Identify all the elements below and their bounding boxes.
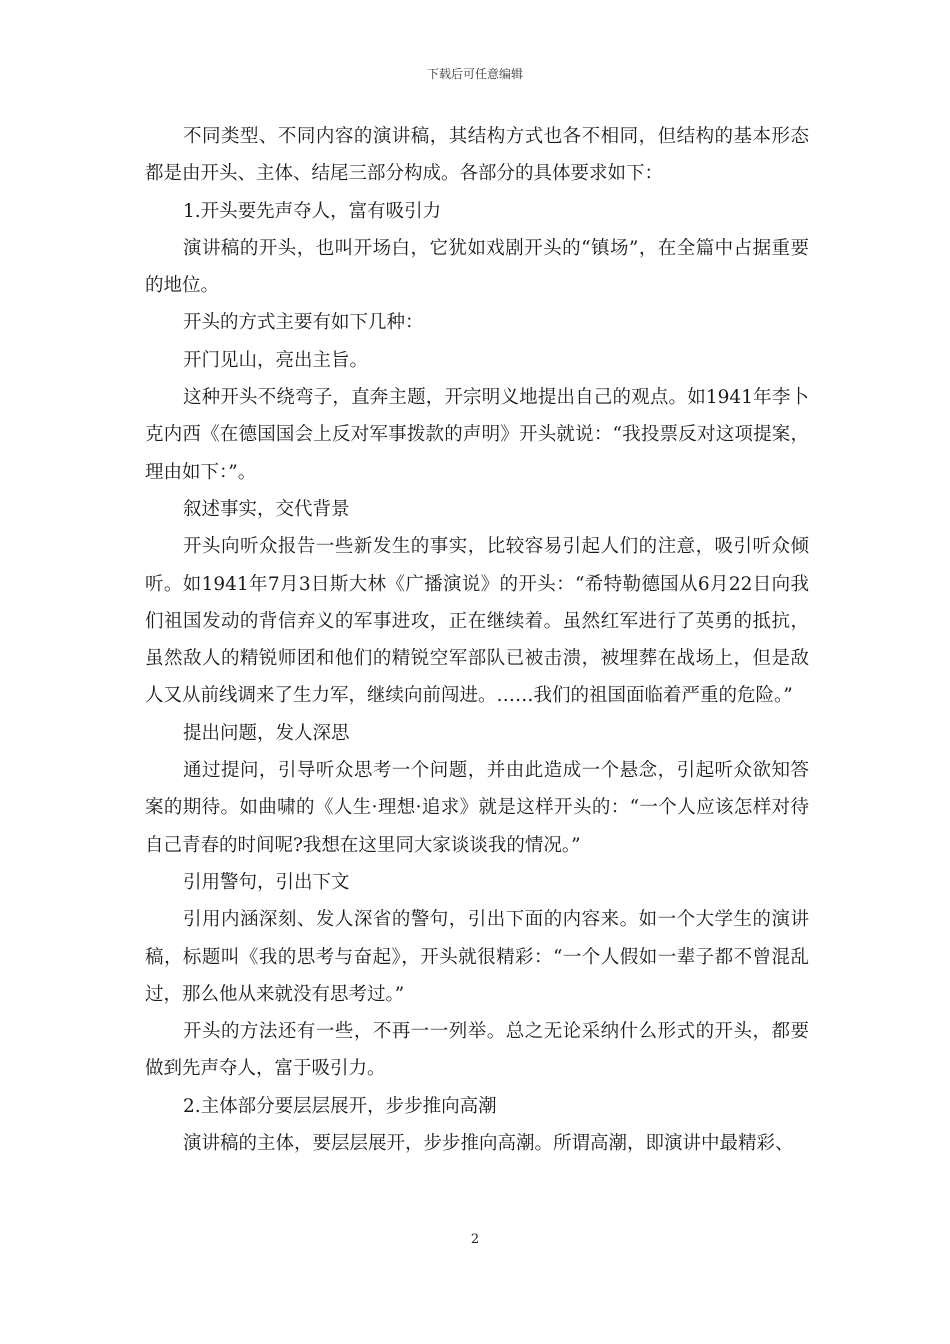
- subheading: 开门见山，亮出主旨。: [183, 349, 369, 371]
- paragraph: 开头的方式主要有如下几种：: [183, 312, 424, 334]
- section-heading-opening: 1.开头要先声夺人，富有吸引力: [183, 200, 442, 222]
- page-header: 下载后可任意编辑: [426, 67, 523, 81]
- paragraph-intro: 不同类型、不同内容的演讲稿，其结构方式也各不相同，但结构的基本形态都是由开头、主体、结尾三部分构成。各部分的具体要求如下：: [145, 126, 809, 185]
- subheading: 叙述事实，交代背景: [183, 498, 350, 520]
- paragraph: 这种开头不绕弯子，直奔主题，开宗明义地提出自己的观点。如1941年李卜克内西《在德国国会上反对军事拨款的声明》开头就说：“我投票反对这项提案，理由如下：”。: [145, 387, 809, 483]
- paragraph: 演讲稿的主体，要层层展开，步步推向高潮。所谓高潮，即演讲中最精彩、: [183, 1133, 794, 1155]
- paragraph: 引用内涵深刻、发人深省的警句，引出下面的内容来。如一个大学生的演讲稿，标题叫《我的思考与奋起》，开头就很精彩：“一个人假如一辈子都不曾混乱过，那么他从来就没有思考过。”: [145, 909, 809, 1005]
- page-number: 2: [470, 1232, 480, 1247]
- section-heading-body: 2.主体部分要层层展开，步步推向高潮: [183, 1095, 497, 1117]
- paragraph: 演讲稿的开头，也叫开场白，它犹如戏剧开头的“镇场”，在全篇中占据重要的地位。: [145, 237, 809, 297]
- paragraph: 通过提问，引导听众思考一个问题，并由此造成一个悬念，引起听众欲知答案的期待。如曲啸的《人生·理想·追求》就是这样开头的：“一个人应该怎样对待自己青春的时间呢?我想在这里同大家谈谈我的情况。”: [145, 760, 809, 856]
- document-body: [145, 118, 809, 1162]
- subheading: 引用警句，引出下文: [183, 871, 350, 893]
- subheading: 提出问题，发人深思: [183, 722, 350, 744]
- paragraph: 开头向听众报告一些新发生的事实，比较容易引起人们的注意，吸引听众倾听。如1941年7月3日斯大林《广播演说》的开头：“希特勒德国从6月22日向我们祖国发动的背信弃义的军事进攻，正在继续着。虽然红军进行了英勇的抵抗，虽然敌人的精锐师团和他们的精锐空军部队已被击溃，被埋葬在战场上，但是敌人又从前线调来了生力军，继续向前闯进。……我们的祖国面临着严重的危险。”: [145, 536, 809, 707]
- paragraph: 开头的方法还有一些，不再一一列举。总之无论采纳什么形式的开头，都要做到先声夺人，富于吸引力。: [145, 1021, 809, 1080]
